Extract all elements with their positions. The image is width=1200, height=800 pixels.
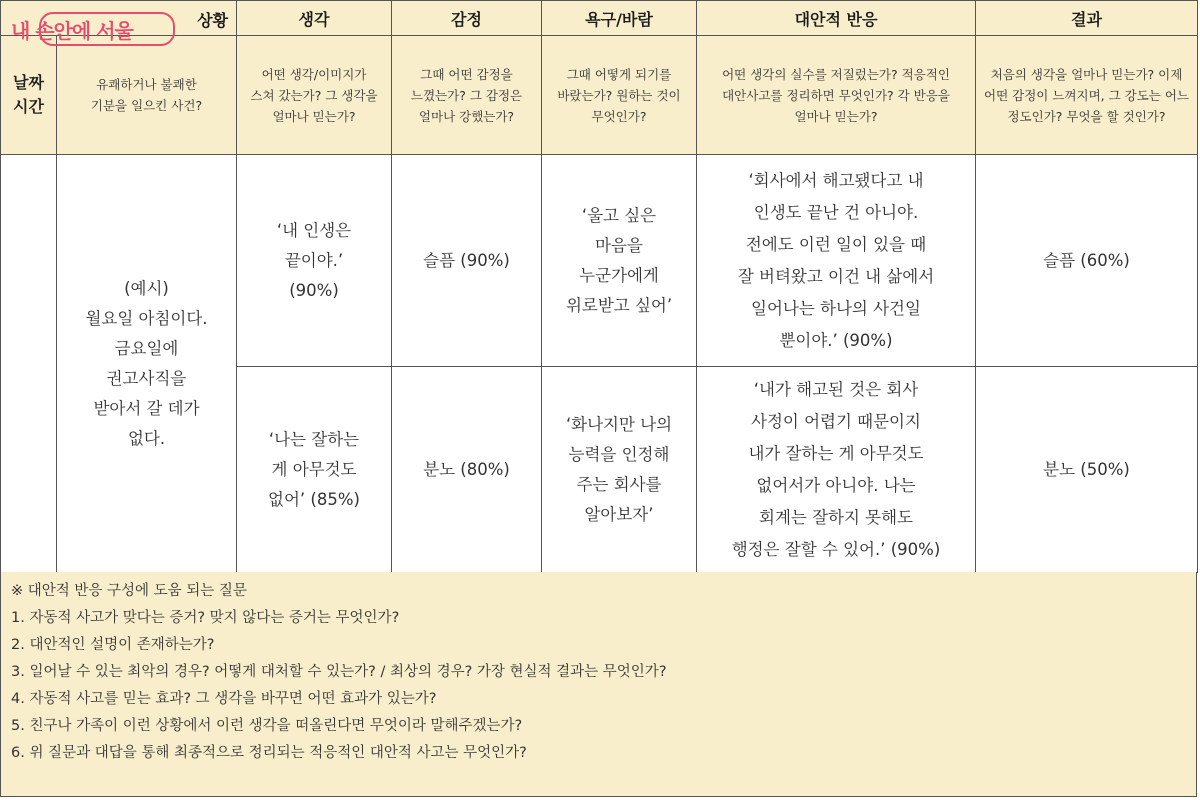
notes-title: ※ 대안적 반응 구성에 도움 되는 질문	[11, 583, 247, 599]
note-item-3: 3. 일어날 수 있는 최악의 경우? 어떻게 대처할 수 있는가? / 최상의 경우? 가장 현실적 결과는 무엇인가?	[11, 664, 667, 680]
helpful-questions-box	[0, 572, 1197, 797]
header-date-time: 날짜 시간	[1, 36, 57, 155]
example-situation: (예시) 월요일 아침이다. 금요일에 권고사직을 받아서 갈 데가 없다.	[57, 155, 237, 573]
seoul-logo	[11, 15, 133, 44]
example-thought-1: ‘내 인생은 끝이야.’ (90%)	[237, 155, 392, 367]
header-alternative: 대안적 반응	[697, 1, 976, 36]
example-thought-2: ‘나는 잘하는 게 아무것도 없어’ (85%)	[237, 367, 392, 573]
logo-text: 내 손안에 서울	[11, 19, 133, 43]
header-situation: 상황	[197, 11, 228, 30]
example-alternative-2: ‘내가 해고된 것은 회사 사정이 어렵기 때문이지 내가 잘하는 게 아무것도 없어서가 아니야. 나는 회계는 잘하지 못해도 행정은 잘할 수 있어.’ (90%)	[697, 367, 976, 573]
header-desire: 욕구/바람	[542, 1, 697, 36]
note-item-4: 4. 자동적 사고를 믿는 효과? 그 생각을 바꾸면 어떤 효과가 있는가?	[11, 691, 437, 707]
desc-desire: 그때 어떻게 되기를 바랐는가? 원하는 것이 무엇인가?	[542, 36, 697, 155]
header-result: 결과	[976, 1, 1198, 36]
example-result-1: 슬픔 (60%)	[976, 155, 1198, 367]
example-alternative-1: ‘회사에서 해고됐다고 내 인생도 끝난 건 아니야. 전에도 이런 일이 있을 때 잘 버텨왔고 이건 내 삶에서 일어나는 하나의 사건일 뿐이야.’ (90%)	[697, 155, 976, 367]
example-emotion-1: 슬픔 (90%)	[392, 155, 542, 367]
example-desire-2: ‘화나지만 나의 능력을 인정해 주는 회사를 알아보자’	[542, 367, 697, 573]
example-desire-1: ‘울고 싶은 마음을 누군가에게 위로받고 싶어’	[542, 155, 697, 367]
desc-thought: 어떤 생각/이미지가 스쳐 갔는가? 그 생각을 얼마나 믿는가?	[237, 36, 392, 155]
header-situation-cell	[1, 1, 237, 43]
header-emotion: 감정	[392, 1, 542, 36]
note-item-6: 6. 위 질문과 대답을 통해 최종적으로 정리되는 적응적인 대안적 사고는 무엇인가?	[11, 745, 527, 761]
date-cell-empty	[1, 155, 57, 573]
desc-alternative: 어떤 생각의 실수를 저질렀는가? 적응적인 대안사고를 정리하면 무엇인가? 각 반응을 얼마나 믿는가?	[697, 36, 976, 155]
header-thought: 생각	[237, 1, 392, 36]
logo-ring	[39, 12, 175, 46]
desc-result: 처음의 생각을 얼마나 믿는가? 이제 어떤 감정이 느껴지며, 그 강도는 어느 정도인가? 무엇을 할 것인가?	[976, 36, 1198, 155]
note-item-5: 5. 친구나 가족이 이런 상황에서 이런 생각을 떠올린다면 무엇이라 말해주겠는가?	[11, 718, 523, 734]
example-result-2: 분노 (50%)	[976, 367, 1198, 573]
example-emotion-2: 분노 (80%)	[392, 367, 542, 573]
note-item-2: 2. 대안적인 설명이 존재하는가?	[11, 637, 215, 653]
desc-situation: 유쾌하거나 불쾌한 기분을 일으킨 사건?	[57, 36, 237, 155]
note-item-1: 1. 자동적 사고가 맞다는 증거? 맞지 않다는 증거는 무엇인가?	[11, 610, 400, 626]
desc-emotion: 그때 어떤 감정을 느꼈는가? 그 감정은 얼마나 강했는가?	[392, 36, 542, 155]
